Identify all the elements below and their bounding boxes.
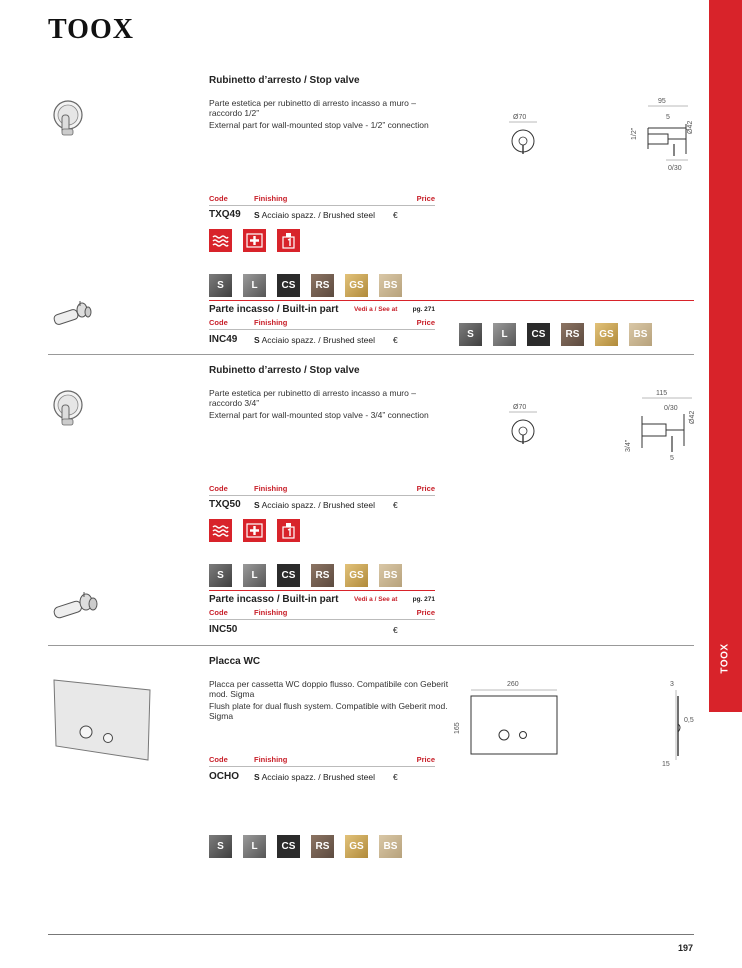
header-divider <box>209 619 435 620</box>
header-finishing: Finishing <box>254 194 288 203</box>
swatch-gs[interactable]: GS <box>595 323 618 346</box>
built-in-part-image <box>50 590 100 624</box>
product-price: € <box>393 625 398 635</box>
built-in-title: Parte incasso / Built-in part <box>209 304 339 315</box>
dim-height: 165 <box>454 722 461 734</box>
swatch-cs[interactable]: CS <box>277 564 300 587</box>
section-title: Placca WC <box>209 656 261 667</box>
stop-valve-product-image <box>48 96 92 142</box>
product-code: INC49 <box>209 334 238 345</box>
feature-icons <box>209 519 300 542</box>
dim-connection: 3/4” <box>625 439 632 452</box>
product-row <box>209 771 435 783</box>
product-finishing: S Acciaio spazz. / Brushed steel <box>254 335 375 345</box>
swatch-bs[interactable]: BS <box>379 564 402 587</box>
brand-logo: TOOX <box>48 14 134 45</box>
water-waves-icon <box>209 519 232 542</box>
product-code: INC50 <box>209 624 238 635</box>
built-in-title: Parte incasso / Built-in part <box>209 594 339 605</box>
dim-front-diameter: Ø70 <box>513 404 527 411</box>
section-description <box>209 388 449 422</box>
see-at-link[interactable]: Vedi a / See at <box>354 306 398 313</box>
dim-range: 0/30 <box>664 405 678 412</box>
finish-swatches <box>209 835 402 858</box>
dim-length: 95 <box>658 98 666 105</box>
built-in-part-row <box>209 304 435 316</box>
plus-box-icon <box>243 519 266 542</box>
sidebar-tab <box>709 628 742 688</box>
swatch-l[interactable]: L <box>243 835 266 858</box>
stop-valve-front-drawing <box>503 110 543 158</box>
stop-valve-side-drawing <box>622 386 698 466</box>
table-header <box>209 194 435 205</box>
header-divider <box>209 205 435 206</box>
footer-divider <box>48 934 694 935</box>
description-en: External part for wall-mounted stop valve - 1/2” connection <box>209 120 429 130</box>
dim-offset: 5 <box>670 455 674 462</box>
product-finishing: S Acciaio spazz. / Brushed steel <box>254 772 375 782</box>
header-divider <box>209 329 435 330</box>
product-row <box>209 499 435 511</box>
description-en: External part for wall-mounted stop valve - 3/4” connection <box>209 410 429 420</box>
swatch-rs[interactable]: RS <box>311 274 334 297</box>
dim-diameter: Ø42 <box>687 120 694 134</box>
product-price: € <box>393 335 398 345</box>
built-in-divider <box>209 300 694 301</box>
table-header: Code Finishing Price <box>209 755 435 764</box>
table-header: Code Finishing Price <box>209 484 435 493</box>
flush-plate-side-drawing <box>658 676 698 771</box>
table-header: Code Finishing Price <box>209 608 435 617</box>
swatch-cs[interactable]: CS <box>527 323 550 346</box>
header-divider <box>209 766 435 767</box>
swatch-s[interactable]: S <box>209 835 232 858</box>
swatch-l[interactable]: L <box>243 564 266 587</box>
swatch-bs[interactable]: BS <box>629 323 652 346</box>
description-it: Parte estetica per rubinetto di arresto incasso a muro – raccordo 1/2” <box>209 98 416 118</box>
dim-offset: 5 <box>666 114 670 121</box>
dim-width: 260 <box>507 681 519 688</box>
finish-swatches <box>209 564 402 587</box>
swatch-cs[interactable]: CS <box>277 835 300 858</box>
product-finishing: S Acciaio spazz. / Brushed steel <box>254 500 375 510</box>
description-it: Placca per cassetta WC doppio flusso. Compatibile con Geberit mod. Sigma <box>209 679 449 699</box>
water-waves-icon <box>209 229 232 252</box>
finish-swatches <box>459 323 652 346</box>
product-row <box>209 624 435 636</box>
swatch-gs[interactable]: GS <box>345 835 368 858</box>
built-in-divider <box>209 590 435 591</box>
product-code: TXQ49 <box>209 209 241 220</box>
stop-valve-product-image <box>48 386 92 432</box>
product-price: € <box>393 210 398 220</box>
stop-valve-side-drawing <box>626 94 698 174</box>
swatch-bs[interactable]: BS <box>379 835 402 858</box>
product-price: € <box>393 500 398 510</box>
product-row <box>209 334 435 346</box>
dim-connection: 1/2” <box>631 127 638 140</box>
feature-icons <box>209 229 300 252</box>
product-row <box>209 209 435 221</box>
see-page: pg. 271 <box>412 596 435 603</box>
flush-plate-product-image <box>50 676 154 764</box>
section-description <box>209 679 449 723</box>
section-description <box>209 98 449 132</box>
see-page: pg. 271 <box>412 306 435 313</box>
swatch-rs[interactable]: RS <box>561 323 584 346</box>
swatch-s[interactable]: S <box>209 564 232 587</box>
sidebar-red-band <box>709 0 742 712</box>
see-at-link[interactable]: Vedi a / See at <box>354 596 398 603</box>
swatch-bs[interactable]: BS <box>379 274 402 297</box>
header-price: Price <box>416 194 435 203</box>
product-finishing: S Acciaio spazz. / Brushed steel <box>254 210 375 220</box>
swatch-l[interactable]: L <box>493 323 516 346</box>
ceramic-cartridge-icon <box>277 229 300 252</box>
description-it: Parte estetica per rubinetto di arresto incasso a muro – raccordo 3/4” <box>209 388 416 408</box>
plus-box-icon <box>243 229 266 252</box>
swatch-s[interactable]: S <box>459 323 482 346</box>
finish-swatches <box>209 274 402 297</box>
header-divider <box>209 495 435 496</box>
dim-bottom: 15 <box>662 761 670 768</box>
ceramic-cartridge-icon <box>277 519 300 542</box>
swatch-gs[interactable]: GS <box>345 564 368 587</box>
product-code: OCHO <box>209 771 239 782</box>
dim-front-diameter: Ø70 <box>513 114 527 121</box>
dim-range: 0/30 <box>668 165 682 172</box>
dim-protrusion: 0,5 <box>684 717 694 724</box>
section-title: Rubinetto d’arresto / Stop valve <box>209 75 360 86</box>
dim-depth: 3 <box>670 681 674 688</box>
section-divider <box>48 645 694 646</box>
flush-plate-front-drawing <box>451 676 561 766</box>
built-in-part-row <box>209 594 435 606</box>
product-price: € <box>393 772 398 782</box>
description-en: Flush plate for dual flush system. Compatible with Geberit mod. Sigma <box>209 701 448 721</box>
dim-diameter: Ø42 <box>689 410 696 424</box>
table-header: Code Finishing Price <box>209 318 435 327</box>
swatch-gs[interactable]: GS <box>345 274 368 297</box>
swatch-l[interactable]: L <box>243 274 266 297</box>
section-divider <box>48 354 694 355</box>
swatch-cs[interactable]: CS <box>277 274 300 297</box>
swatch-rs[interactable]: RS <box>311 564 334 587</box>
page-number: 197 <box>678 943 694 953</box>
swatch-s[interactable]: S <box>209 274 232 297</box>
dim-length: 115 <box>656 390 668 397</box>
stop-valve-front-drawing <box>503 400 543 448</box>
swatch-rs[interactable]: RS <box>311 835 334 858</box>
header-code: Code <box>209 194 228 203</box>
sidebar-label: TOOX <box>720 642 731 674</box>
section-title: Rubinetto d’arresto / Stop valve <box>209 365 360 376</box>
built-in-part-image <box>50 300 94 330</box>
product-code: TXQ50 <box>209 499 241 510</box>
